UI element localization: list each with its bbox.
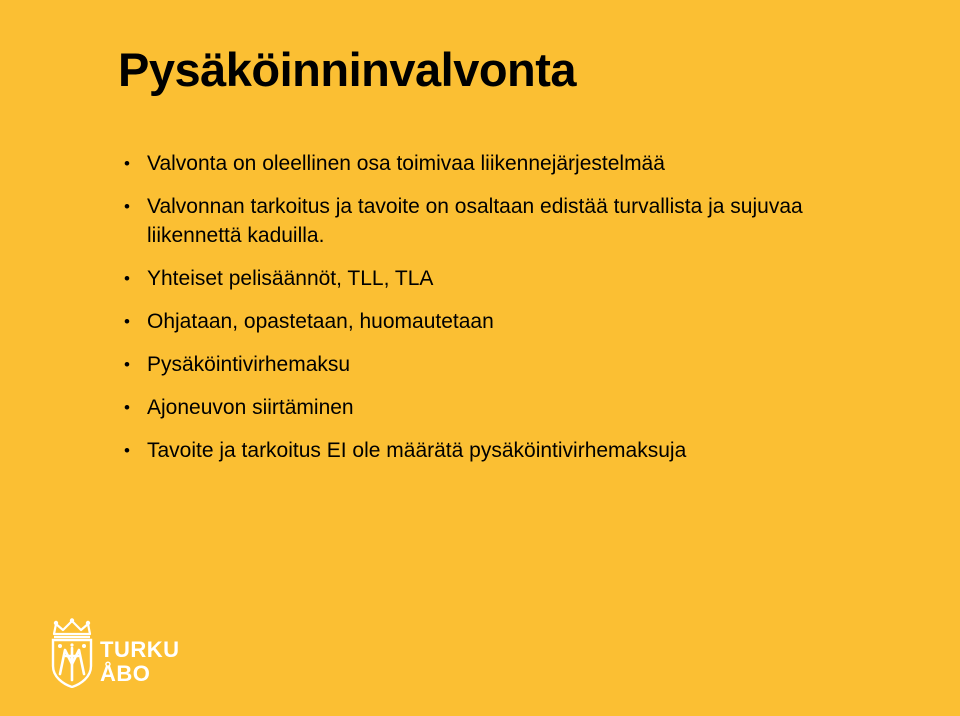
bullet-dot: • xyxy=(124,197,130,216)
logo-wordmark xyxy=(100,638,180,686)
bullet-item xyxy=(122,436,842,465)
logo-line-turku: TURKU xyxy=(100,637,180,662)
slide-title: Pysäköinninvalvonta xyxy=(118,43,577,96)
bullet-dot: • xyxy=(124,355,130,374)
bullet-dot: • xyxy=(124,398,130,417)
bullet-text: Ohjataan, opastetaan, huomautetaan xyxy=(147,310,494,333)
bullet-item xyxy=(122,192,842,250)
bullet-item xyxy=(122,149,842,178)
bullet-text: Pysäköintivirhemaksu xyxy=(147,353,351,376)
bullet-dot: • xyxy=(124,269,130,288)
bullet-dot: • xyxy=(124,154,130,173)
bullet-dot: • xyxy=(124,312,130,331)
bullet-text: Valvonta on oleellinen osa toimivaa liikennejärjestelmää xyxy=(147,152,665,175)
bullet-text: Valvonnan tarkoitus ja tavoite on osaltaan edistää turvallista ja sujuvaa liikennettä kaduilla. xyxy=(147,195,803,247)
bullet-item xyxy=(122,350,842,379)
turku-logo xyxy=(50,618,190,690)
bullet-text: Ajoneuvon siirtäminen xyxy=(147,396,354,419)
bullet-text: Yhteiset pelisäännöt, TLL, TLA xyxy=(147,267,434,290)
turku-crest-icon xyxy=(50,618,94,688)
bullet-dot: • xyxy=(124,441,130,460)
bullet-item xyxy=(122,264,842,293)
bullet-item xyxy=(122,307,842,336)
bullet-item xyxy=(122,393,842,422)
logo-line-abo: ÅBO xyxy=(100,661,151,686)
bullet-list xyxy=(122,149,842,479)
bullet-text: Tavoite ja tarkoitus EI ole määrätä pysäköintivirhemaksuja xyxy=(147,439,687,462)
